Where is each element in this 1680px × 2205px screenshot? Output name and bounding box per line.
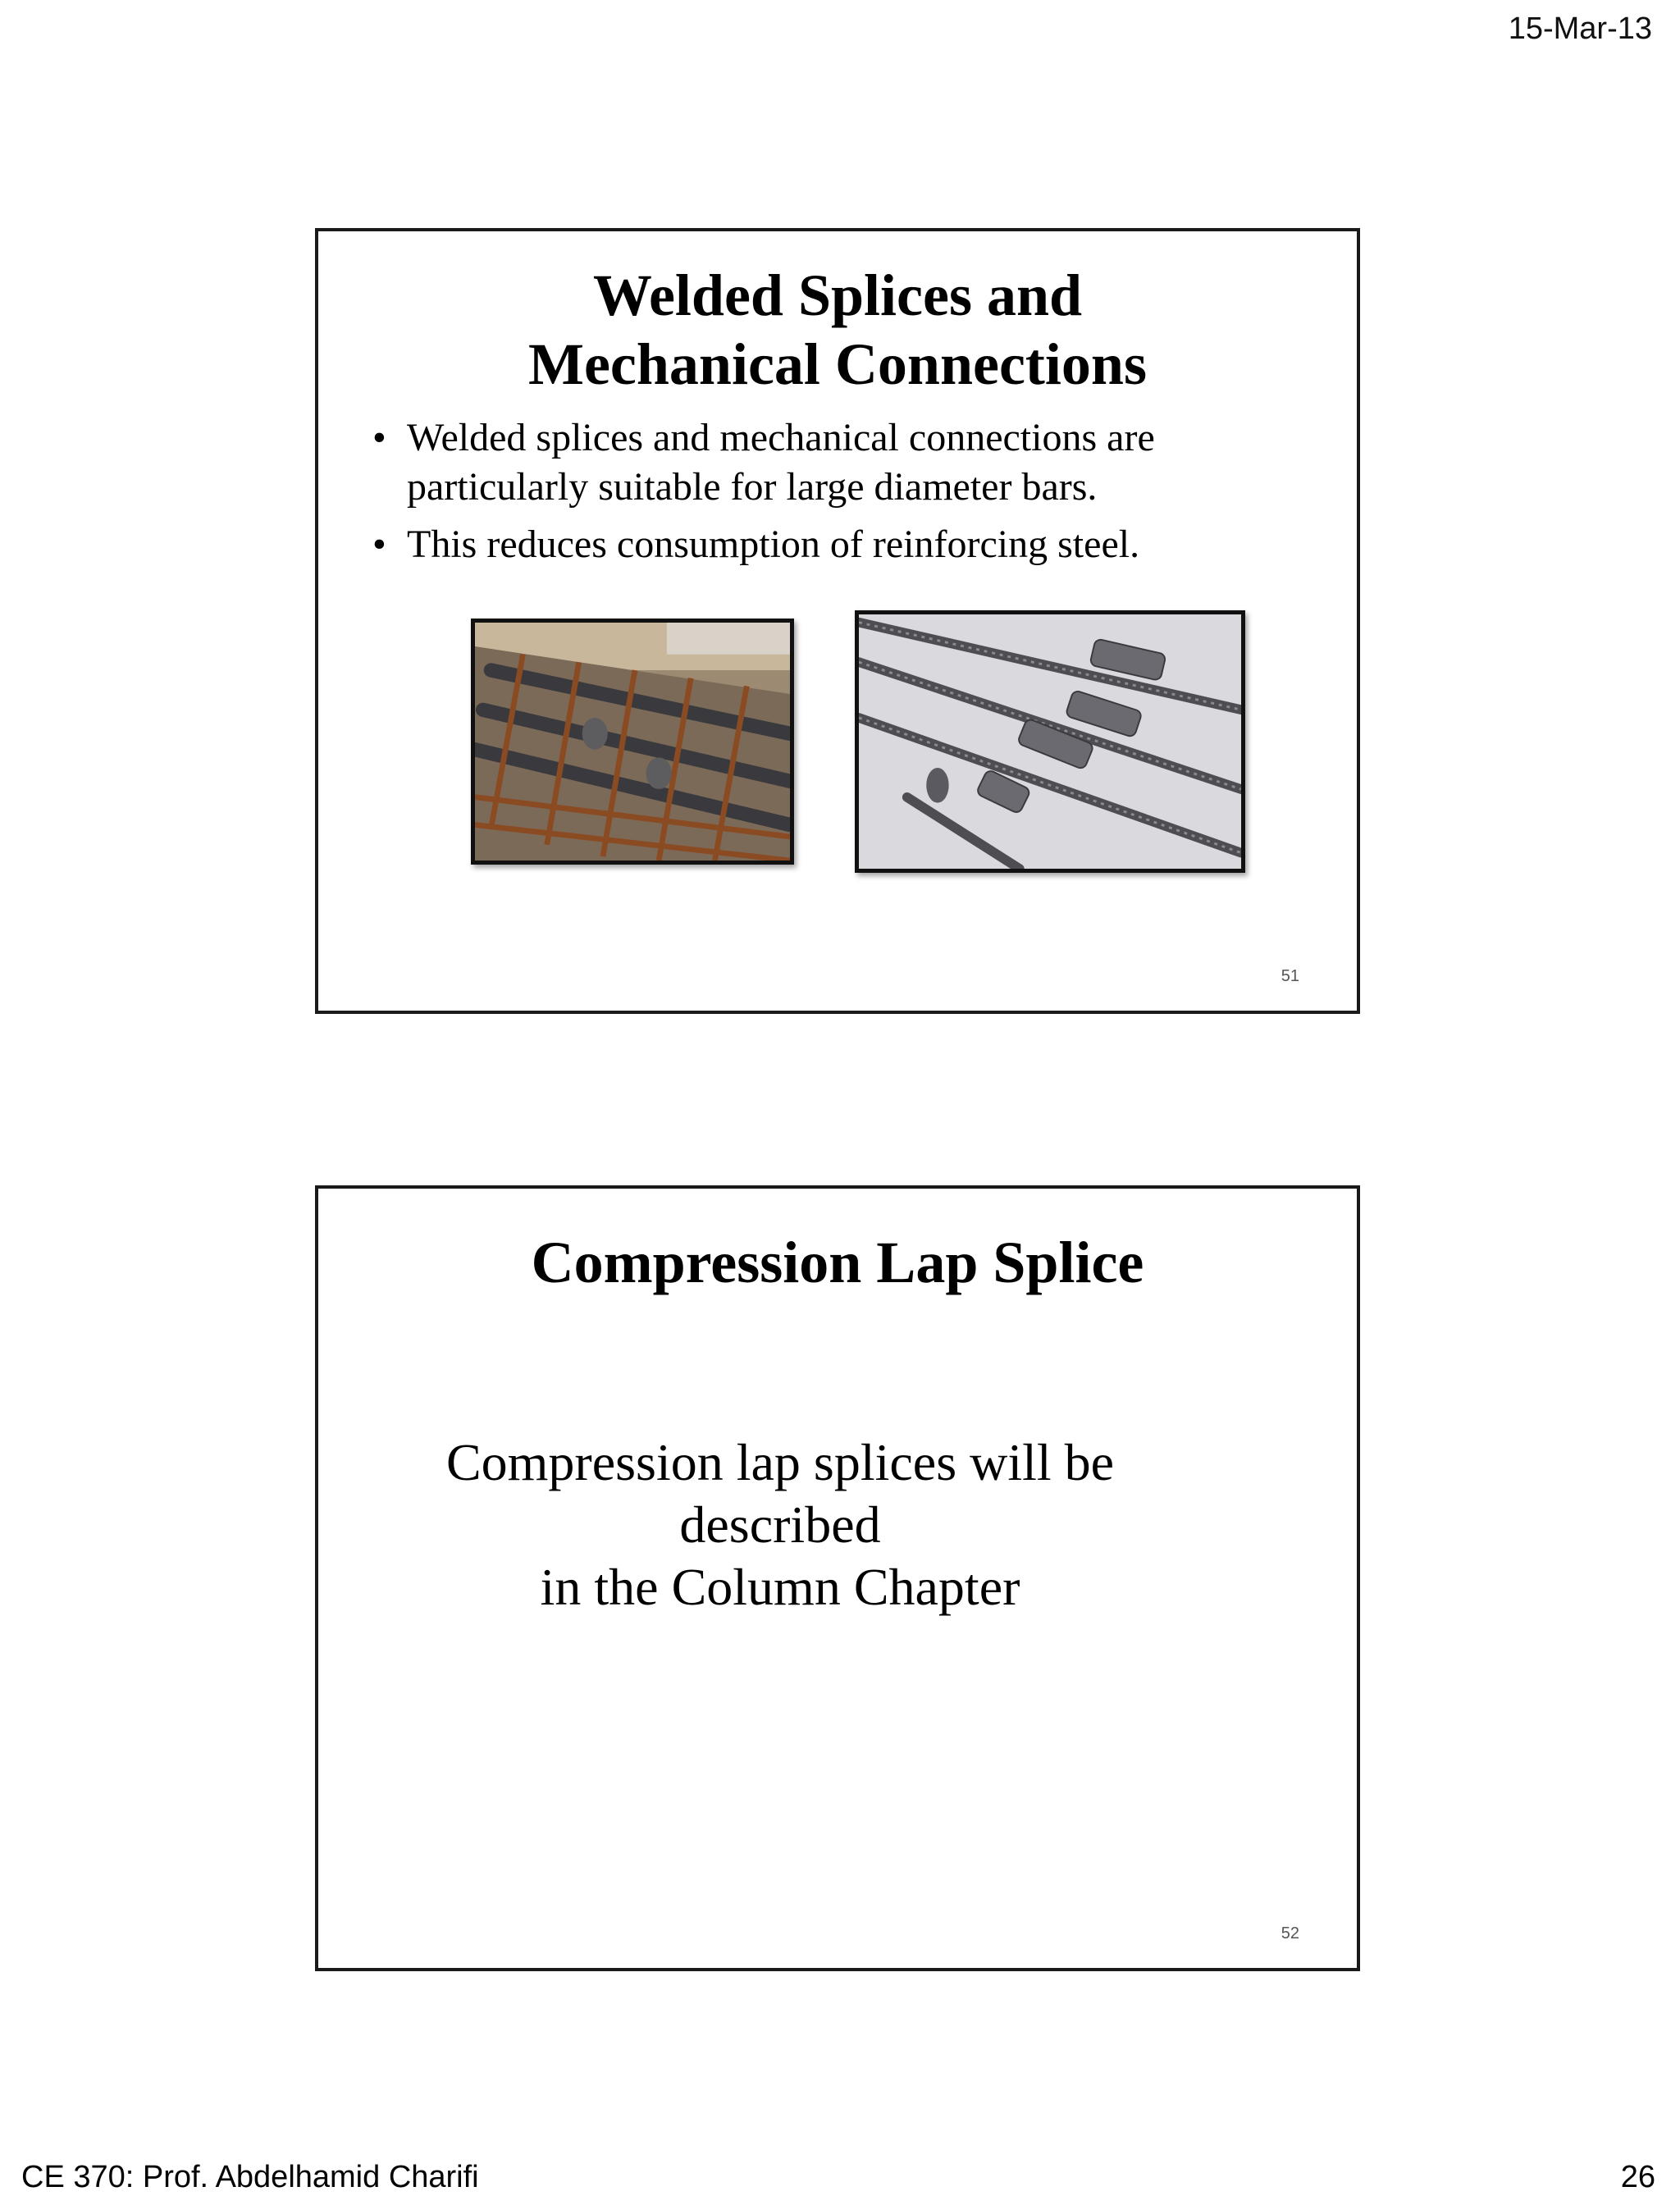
- bullet-item: [372, 413, 1226, 512]
- slide-body-text: [368, 1431, 1193, 1618]
- slide-title-line-1: Welded Splices and: [592, 262, 1083, 328]
- bullet-text: This reduces consumption of reinforcing steel.: [407, 523, 1140, 566]
- slide-title-line-2: Mechanical Connections: [528, 331, 1147, 397]
- slide-title: [318, 261, 1357, 399]
- bullet-list: [372, 413, 1226, 578]
- bullet-text: Welded splices and mechanical connections are particularly suitable for large diameter bars.: [407, 416, 1155, 509]
- footer-page-number: 26: [1620, 2160, 1655, 2194]
- bullet-symbol: •: [372, 523, 386, 566]
- slide-body-line-2: in the Column Chapter: [540, 1558, 1020, 1616]
- footer-course: CE 370: Prof. Abdelhamid Charifi: [21, 2160, 479, 2194]
- bullet-symbol: •: [372, 416, 386, 459]
- slide-title: Compression Lap Splice: [531, 1230, 1144, 1295]
- mechanical-coupler-photo: [855, 610, 1245, 873]
- rebar-welded-splice-photo: [471, 619, 794, 865]
- slide-number: 51: [1281, 967, 1299, 985]
- slide-body-line-1: Compression lap splices will be described: [445, 1433, 1115, 1554]
- slide-51: [315, 228, 1360, 1014]
- slide-52: [315, 1185, 1360, 1971]
- slide-number: 52: [1281, 1924, 1299, 1942]
- header-date: 15-Mar-13: [1508, 11, 1652, 46]
- bullet-item: [372, 520, 1226, 569]
